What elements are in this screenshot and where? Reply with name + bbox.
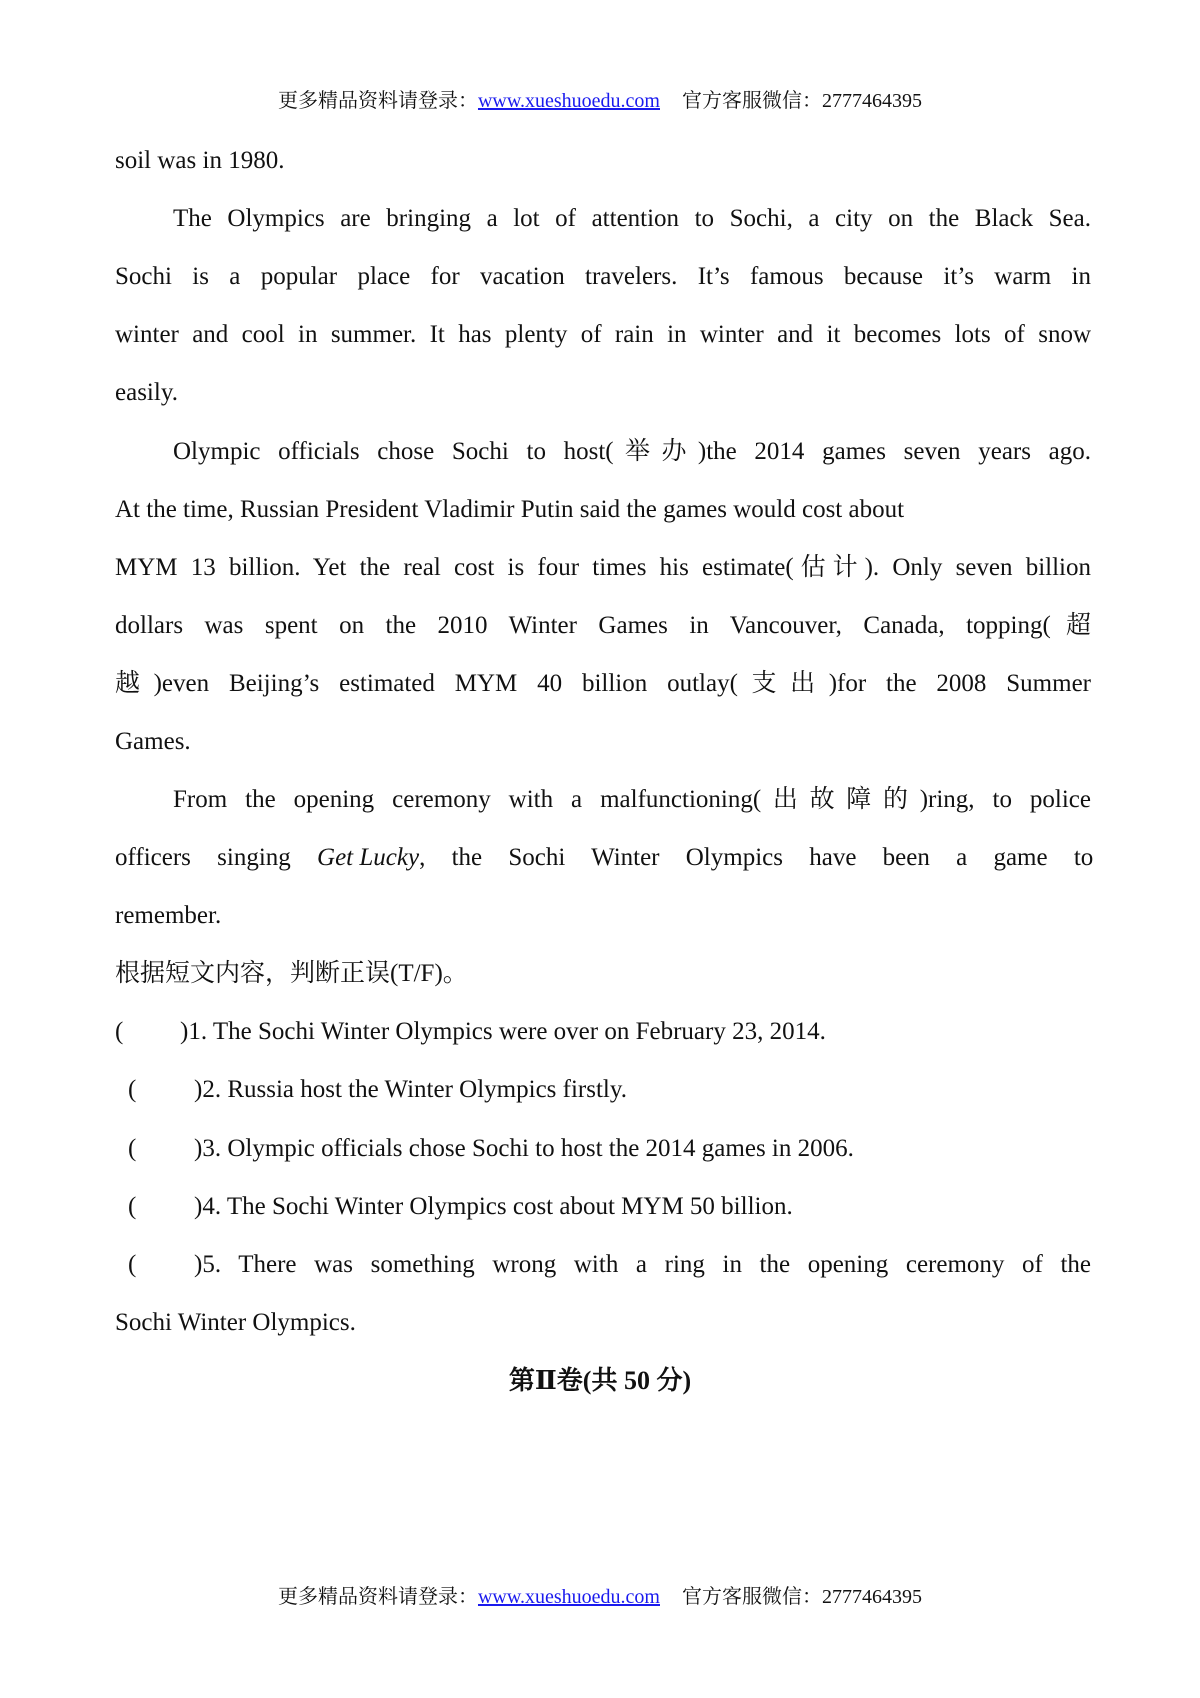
header-service: 官方客服微信：2777464395	[682, 90, 922, 112]
passage-line: MYM 13 billion. Yet the real cost is four times his estimate(估计). Only seven billion	[115, 554, 1091, 581]
passage-line: Olympic officials chose Sochi to host(举办)the 2014 games seven years ago.	[173, 438, 1091, 465]
footer-service: 官方客服微信：2777464395	[682, 1586, 922, 1608]
passage-line: soil was in 1980.	[115, 147, 285, 174]
passage-line: From the opening ceremony with a malfunctioning(出故障的)ring, to police	[173, 786, 1091, 813]
question-text: )1. The Sochi Winter Olympics were over on February 23, 2014.	[180, 1018, 826, 1045]
passage-line: Games.	[115, 728, 191, 755]
section-title: 第Ⅱ卷(共 50 分)	[508, 1366, 692, 1395]
footer-prefix: 更多精品资料请登录：	[277, 1586, 478, 1608]
answer-blank[interactable]: (	[128, 1135, 137, 1162]
question-text-continued: Sochi Winter Olympics.	[115, 1309, 356, 1336]
passage-line: Sochi is a popular place for vacation travelers. It’s famous because it’s warm in	[115, 263, 1091, 290]
passage-line: easily.	[115, 379, 178, 406]
answer-blank[interactable]: (	[115, 1018, 124, 1045]
passage-line: remember.	[115, 902, 222, 929]
question-text: )4. The Sochi Winter Olympics cost about MYM 50 billion.	[194, 1193, 793, 1220]
task-instruction: 根据短文内容，判断正误(T/F)。	[115, 960, 468, 987]
footer-link[interactable]: www.xueshuoedu.com	[477, 1586, 660, 1608]
answer-blank[interactable]: (	[128, 1193, 137, 1220]
passage-text: , the Sochi Winter Olympics have been a game to	[419, 844, 1094, 871]
passage-line: At the time, Russian President Vladimir Putin said the games would cost about	[115, 496, 905, 523]
passage-line	[115, 842, 1094, 874]
question-text: )2. Russia host the Winter Olympics firstly.	[194, 1076, 627, 1103]
page-footer	[0, 1584, 1200, 1610]
answer-blank[interactable]: (	[128, 1076, 137, 1103]
passage-line: dollars was spent on the 2010 Winter Games in Vancouver, Canada, topping(超	[115, 612, 1091, 639]
passage-line: 越)even Beijing’s estimated MYM 40 billion outlay(支出)for the 2008 Summer	[115, 670, 1091, 697]
passage-text: officers singing	[115, 844, 318, 871]
answer-blank[interactable]: (	[128, 1251, 137, 1278]
passage-line: The Olympics are bringing a lot of attention to Sochi, a city on the Black Sea.	[173, 205, 1091, 232]
question-text: )5. There was something wrong with a ring in the opening ceremony of the	[194, 1251, 1091, 1278]
song-title: Get Lucky	[317, 844, 420, 871]
header-prefix: 更多精品资料请登录：	[277, 90, 478, 112]
question-text: )3. Olympic officials chose Sochi to host the 2014 games in 2006.	[194, 1135, 854, 1162]
header-link[interactable]: www.xueshuoedu.com	[477, 90, 660, 112]
page-header	[0, 88, 1200, 114]
passage-line: winter and cool in summer. It has plenty of rain in winter and it becomes lots of snow	[115, 321, 1091, 348]
